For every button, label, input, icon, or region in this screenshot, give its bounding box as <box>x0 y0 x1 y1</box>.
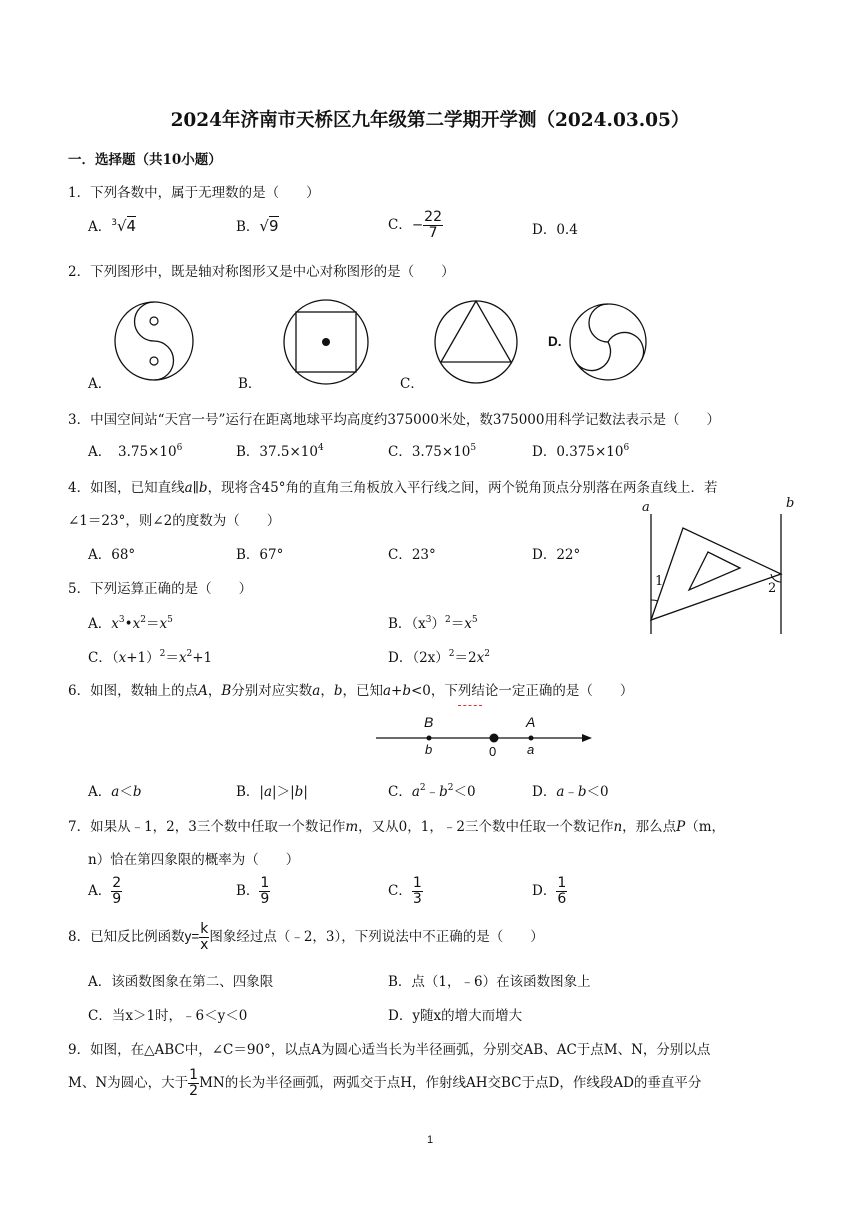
question-9-line-1: 9．如图，在△ABC中，∠C＝90°，以点A为圆心适当长为半径画弧，分别交AB、AC于点M、N，分别以点 <box>68 1042 711 1058</box>
question-3-stem: 3．中国空间站“天宫一号”运行在距离地球平均高度约375000米处，数375000用科学记数法表示是（ ） <box>68 412 720 428</box>
q1-option-c: C．− $\frac{22}{7}$ <box>388 209 442 241</box>
q6-fig-label-a: a <box>527 742 535 757</box>
q6-fig-label-0: 0 <box>489 744 497 759</box>
q6-fig-label-b: b <box>425 742 433 757</box>
question-7-line-2: n）恰在第四象限的概率为（ ） <box>88 852 300 868</box>
q8-option-d: D．y随x的增大而增大 <box>388 1008 523 1024</box>
q5-option-d: D．$(2x)^2=2x^2$ <box>388 649 490 666</box>
q2-label-b: B． <box>238 376 262 392</box>
question-4-line-1: 4．如图，已知直线a∥b，现将含45°角的直角三角板放入平行线之间，两个锐角顶点分别落在两条直线上．若 <box>68 480 718 496</box>
q3-option-c: C．$3.75\times 10^5$ <box>388 443 477 460</box>
q4-fig-label-a: a <box>642 500 650 515</box>
q6-option-d: D．a﹣b＜0 <box>532 784 609 800</box>
q4-fig-label-1: 1 <box>655 574 664 589</box>
q3-option-b: B．$37.5\times 10^4$ <box>236 443 324 460</box>
q6-fig-label-B: B <box>424 714 434 730</box>
q2-label-a: A． <box>88 376 112 392</box>
q7-option-b: B． $\frac{1}{9}$ <box>236 875 270 907</box>
question-8-stem: 8．已知反比例函数y= $\frac{k}{x}$ 图象经过点（﹣2，3），下列说法中不正确的是（ ） <box>68 921 544 953</box>
question-1-stem: 1．下列各数中，属于无理数的是（ ） <box>68 185 320 201</box>
question-9-line-2: M、N为圆心，大于 $\frac{1}{2}$ MN的长为半径画弧，两弧交于点H，作射线AH交BC于点D，作线段AD的垂直平分 <box>68 1067 702 1099</box>
page-number: 1 <box>426 1134 434 1146</box>
q4-option-b: B．67° <box>236 547 284 563</box>
q5-option-c: C．$(x+1)^2=x^2+1$ <box>88 649 213 666</box>
q5-option-a: A．$x^3•x^2=x^5$ <box>88 615 173 632</box>
q7-option-d: D． $\frac{1}{6}$ <box>532 875 567 907</box>
question-7-line-1: 7．如果从﹣1，2，3三个数中任取一个数记作m，又从0，1，﹣2三个数中任取一个数记作n，那么点P（m， <box>68 819 726 835</box>
q1-option-d: D．0.4 <box>532 222 578 238</box>
q3-option-a: A． $3.75\times 10^6$ <box>88 443 183 460</box>
q6-option-c: C．$a^2﹣b^2<0$ <box>388 783 476 800</box>
q2-label-d: D. <box>548 334 562 349</box>
q4-fig-label-2: 2 <box>768 581 777 596</box>
question-5-stem: 5．下列运算正确的是（ ） <box>68 581 253 597</box>
q6-fig-label-A: A <box>526 714 536 730</box>
q6-option-b: B．|a|＞|b| <box>236 784 308 800</box>
q4-fig-label-b: b <box>786 496 795 511</box>
q5-option-b: B．$(x^3)^2=x^5$ <box>388 615 478 632</box>
q3-option-d: D．$0.375\times 10^6$ <box>532 443 630 460</box>
question-6-stem: 6．如图，数轴上的点A，B分别对应实数a，b，已知a+b<0，下列结论一定正确的是（ ） <box>68 683 634 699</box>
q7-option-c: C． $\frac{1}{3}$ <box>388 875 422 907</box>
q4-option-c: C．23° <box>388 547 436 563</box>
q8-option-b: B．点（1，﹣6）在该函数图象上 <box>388 974 591 990</box>
q8-option-a: A．该函数图象在第二、四象限 <box>88 974 274 990</box>
q1-option-a: A．$^3$√4 <box>88 217 137 235</box>
document-title: 2024年济南市天桥区九年级第二学期开学测（2024.03.05） <box>170 110 690 131</box>
q2-label-c: C． <box>400 376 424 392</box>
section-heading: 一．选择题（共10小题） <box>68 152 222 168</box>
question-2-stem: 2．下列图形中，既是轴对称图形又是中心对称图形的是（ ） <box>68 264 455 280</box>
q8-option-c: C．当x＞1时，﹣6＜y＜0 <box>88 1008 248 1024</box>
question-4-line-2: ∠1＝23°，则∠2的度数为（ ） <box>68 513 281 529</box>
q1-option-b: B．√9 <box>236 217 279 235</box>
q6-option-a: A．a＜b <box>88 784 142 800</box>
q4-option-d: D．22° <box>532 547 581 563</box>
q7-option-a: A． $\frac{2}{9}$ <box>88 875 122 907</box>
q4-option-a: A．68° <box>88 547 136 563</box>
